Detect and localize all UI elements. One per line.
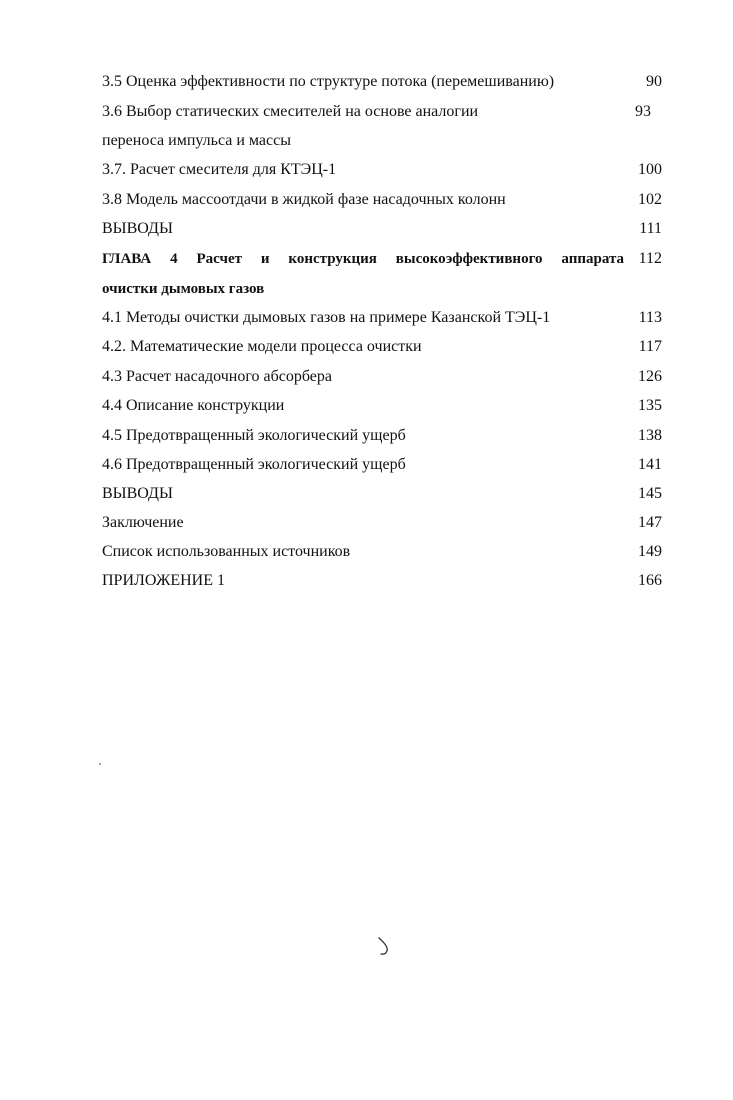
toc-entry-title: ПРИЛОЖЕНИЕ 1	[102, 572, 226, 589]
toc-entry-page: 93	[635, 103, 651, 120]
toc-entry	[102, 187, 662, 213]
toc-entry-title: 3.6 Выбор статических смесителей на основе аналогии	[102, 103, 479, 120]
toc-entry-page: 111	[639, 220, 662, 237]
toc-entry-page: 135	[638, 397, 662, 414]
toc-entry-page: 147	[638, 514, 662, 531]
toc-entry-title: 3.7. Расчет смесителя для КТЭЦ-1	[102, 161, 337, 178]
toc-entry-page: 141	[638, 456, 662, 473]
toc-entry	[102, 157, 662, 183]
toc-entry-title: Список использованных источников	[102, 543, 351, 560]
toc-entry	[102, 481, 662, 507]
toc-entry-page: 113	[638, 309, 662, 326]
toc-entry-title: 4.4 Описание конструкции	[102, 397, 285, 414]
toc-entry-title: ВЫВОДЫ	[102, 485, 173, 502]
toc-entry	[102, 305, 662, 331]
scan-speck	[99, 763, 101, 765]
toc-entry-title: ГЛАВА 4 Расчет и конструкция высокоэффективного аппарата	[102, 251, 624, 267]
toc-entry-page: 126	[638, 368, 662, 385]
toc-entry-page: 102	[638, 191, 662, 208]
toc-entry-title: очистки дымовых газов	[102, 281, 265, 297]
toc-entry-title: Заключение	[102, 514, 184, 531]
toc-entry	[102, 334, 662, 360]
toc-entry-page: 90	[646, 73, 662, 90]
toc-entry	[102, 216, 662, 242]
toc-entry-title: 4.3 Расчет насадочного абсорбера	[102, 368, 332, 385]
toc-entry-title: 4.5 Предотвращенный экологический ущерб	[102, 427, 406, 444]
toc-chapter-heading-continuation	[102, 276, 662, 302]
handwritten-page-mark	[377, 935, 391, 957]
toc-entry-page: 166	[638, 572, 662, 589]
toc-entry-page: 117	[638, 338, 662, 355]
toc-entry	[102, 364, 662, 390]
toc-chapter-heading	[102, 246, 662, 272]
toc-entry-page: 112	[638, 250, 662, 267]
toc-entry-title: 4.6 Предотвращенный экологический ущерб	[102, 456, 406, 473]
toc-entry-title: переноса импульса и массы	[102, 132, 291, 149]
toc-entry	[102, 452, 662, 478]
toc-entry-title: ВЫВОДЫ	[102, 220, 173, 237]
toc-entry-page: 149	[638, 543, 662, 560]
toc-entry	[102, 539, 662, 565]
toc-entry	[102, 510, 662, 536]
toc-entry-title: 4.1 Методы очистки дымовых газов на примере Казанской ТЭЦ-1	[102, 309, 551, 326]
toc-entry	[102, 568, 662, 594]
toc-entry	[102, 99, 662, 125]
toc-entry-page: 145	[638, 485, 662, 502]
toc-entry-title: 3.5 Оценка эффективности по структуре потока (перемешиванию)	[102, 73, 555, 90]
toc-entry-page: 100	[638, 161, 662, 178]
toc-entry-page: 138	[638, 427, 662, 444]
toc-entry	[102, 69, 662, 95]
toc-entry-title: 4.2. Математические модели процесса очистки	[102, 338, 422, 355]
toc-entry-continuation	[102, 128, 662, 154]
toc-entry	[102, 423, 662, 449]
toc-entry-title: 3.8 Модель массоотдачи в жидкой фазе насадочных колонн	[102, 191, 506, 208]
toc-entry	[102, 393, 662, 419]
